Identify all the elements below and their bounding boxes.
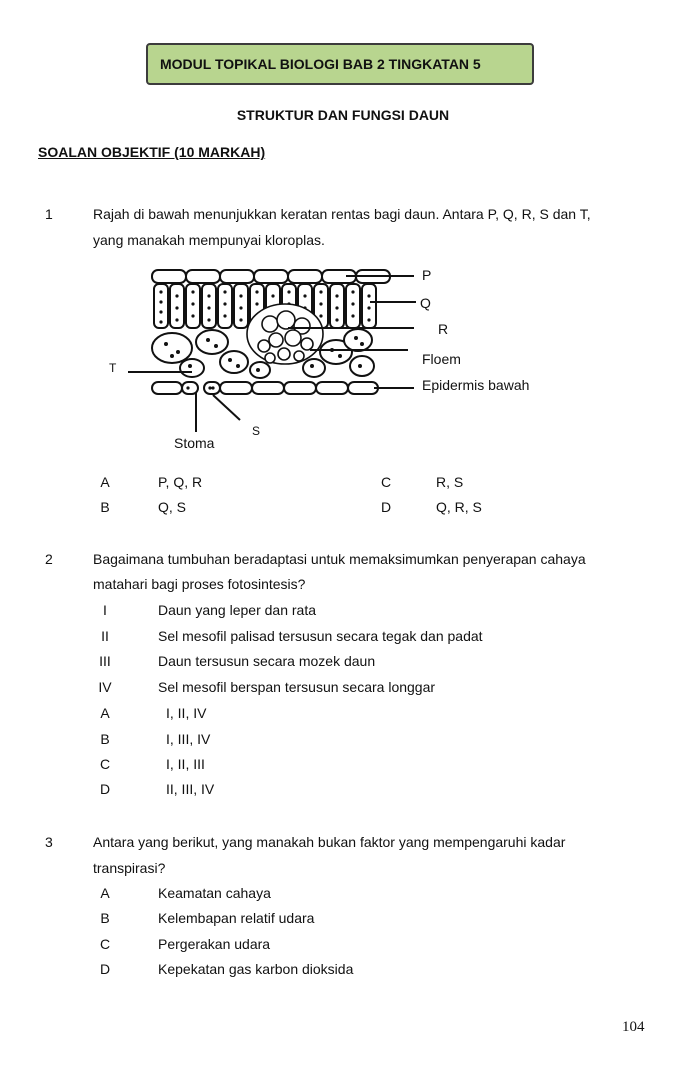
q3-number: 3 <box>45 834 53 850</box>
q2-statement-i-text: Daun yang leper dan rata <box>158 602 316 618</box>
label-t: T <box>109 361 117 375</box>
q2-statement-ii-text: Sel mesofil palisad tersusun secara tegak dan padat <box>158 628 483 644</box>
q2-option-d-letter: D <box>99 781 111 797</box>
label-floem: Floem <box>422 351 461 367</box>
q2-option-b-letter: B <box>100 731 110 747</box>
q2-number: 2 <box>45 551 53 567</box>
q2-option-c-text: I, II, III <box>166 756 205 772</box>
label-r: R <box>438 321 449 337</box>
q1-text-line1: Rajah di bawah menunjukkan keratan rentas bagi daun. Antara P, Q, R, S dan T, <box>93 206 591 222</box>
section-heading: SOALAN OBJEKTIF (10 MARKAH) <box>38 144 266 160</box>
q1-option-a-letter: A <box>100 474 110 490</box>
q3-option-d-letter: D <box>99 961 111 977</box>
label-s: S <box>252 424 261 438</box>
q1-option-c-text: R, S <box>436 474 464 490</box>
q2-option-a-text: I, II, IV <box>166 705 207 721</box>
q2-text-line2: matahari bagi proses fotosintesis? <box>93 576 306 592</box>
module-title-box <box>146 43 534 85</box>
q3-option-c-text: Pergerakan udara <box>158 936 271 952</box>
q2-option-a-letter: A <box>100 705 110 721</box>
q1-text-line2: yang manakah mempunyai kloroplas. <box>93 232 325 248</box>
q2-option-d-text: II, III, IV <box>166 781 215 797</box>
leaf-cross-section-diagram <box>100 262 560 458</box>
q1-option-b-letter: B <box>100 499 110 515</box>
q1-option-b-text: Q, S <box>158 499 187 515</box>
q1-option-d-letter: D <box>380 499 392 515</box>
q3-text-line2: transpirasi? <box>93 860 166 876</box>
q3-option-b-letter: B <box>100 910 110 926</box>
q2-statement-iv-numeral: IV <box>98 679 112 695</box>
q3-option-c-letter: C <box>99 936 111 952</box>
label-stoma: Stoma <box>174 435 215 451</box>
q2-option-b-text: I, III, IV <box>166 731 211 747</box>
lower-epidermis <box>152 382 378 394</box>
q3-option-a-letter: A <box>100 885 110 901</box>
vascular-bundle <box>247 304 323 364</box>
q2-statement-iv-text: Sel mesofil berspan tersusun secara longgar <box>158 679 436 695</box>
q1-option-d-text: Q, R, S <box>436 499 482 515</box>
q1-option-c-letter: C <box>380 474 392 490</box>
label-q: Q <box>420 295 431 311</box>
q3-option-a-text: Keamatan cahaya <box>158 885 271 901</box>
q1-number: 1 <box>45 206 53 222</box>
q2-statement-ii-numeral: II <box>101 628 109 644</box>
q2-text-line1: Bagaimana tumbuhan beradaptasi untuk memaksimumkan penyerapan cahaya <box>93 551 586 567</box>
q2-statement-iii-text: Daun tersusun secara mozek daun <box>158 653 376 669</box>
q2-option-c-letter: C <box>99 756 111 772</box>
module-title: MODUL TOPIKAL BIOLOGI BAB 2 TINGKATAN 5 <box>160 56 481 72</box>
page-number: 104 <box>622 1019 645 1035</box>
q2-statement-iii-numeral: III <box>99 653 111 669</box>
q3-option-b-text: Kelembapan relatif udara <box>158 910 315 926</box>
page-subtitle: STRUKTUR DAN FUNGSI DAUN <box>236 107 450 123</box>
q3-text-line1: Antara yang berikut, yang manakah bukan faktor yang mempengaruhi kadar <box>93 834 566 850</box>
q3-option-d-text: Kepekatan gas karbon dioksida <box>158 961 354 977</box>
q2-statement-i-numeral: I <box>103 602 107 618</box>
label-p: P <box>422 267 432 283</box>
q1-option-a-text: P, Q, R <box>158 474 203 490</box>
label-epidermis-bawah: Epidermis bawah <box>422 377 530 393</box>
